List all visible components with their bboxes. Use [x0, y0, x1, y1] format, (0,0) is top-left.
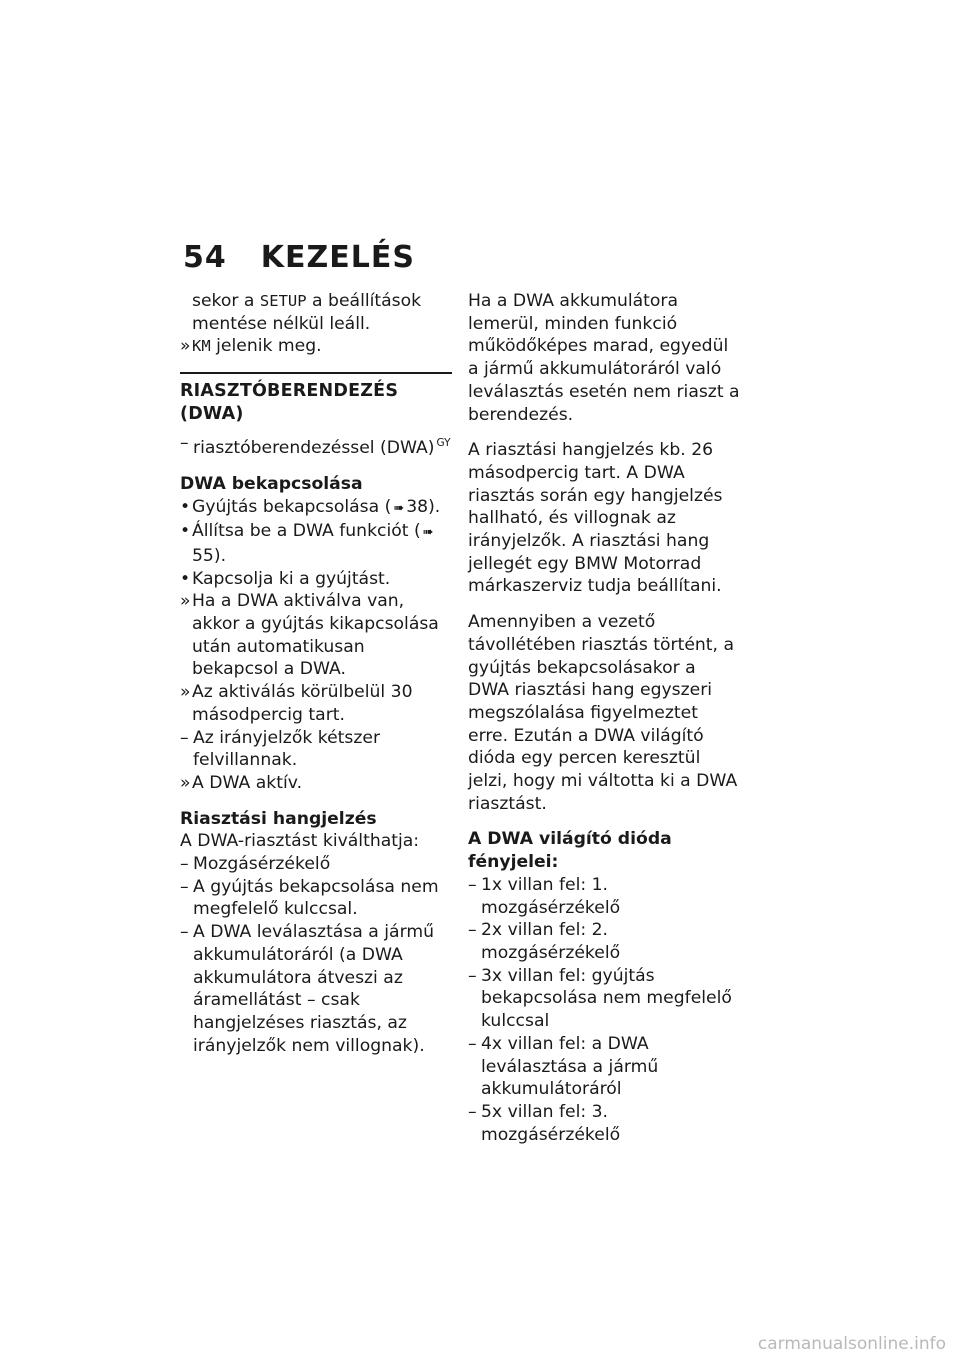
- paragraph-battery: Ha a DWA akkumulátora lemerül, minden funkció működőképes marad, egyedül a jármű akkumulátoráról való leválasztás esetén nem riaszt a berendezés.: [468, 291, 740, 425]
- on-steps: [180, 496, 452, 591]
- alarm-cause: – Mozgásérzékelő: [180, 854, 331, 875]
- alarm-intro: A DWA-riasztást kiválthatja:: [180, 831, 420, 852]
- result-item: » Az aktiválás körülbelül 30 másodpercig tart.: [180, 682, 413, 725]
- led-signal: – 1x villan fel: 1. mozgásérzékelő: [468, 874, 621, 918]
- led-signal: – 5x villan fel: 3. mozgásérzékelő: [468, 1101, 621, 1145]
- alarm-cause: – A gyújtás bekapcsolása nem megfelelő kulccsal.: [180, 876, 439, 920]
- page-ref-arrow-icon: ➠: [422, 525, 434, 541]
- subsection-title-on: DWA bekapcsolása: [180, 473, 363, 494]
- result-item: » Ha a DWA aktiválva van, akkor a gyújtás kikapcsolása után automatikusan bekapcsol a DWA.: [180, 591, 439, 680]
- page-ref-number[interactable]: 38: [406, 496, 429, 517]
- dash-item: – Az irányjelzők kétszer felvillannak.: [180, 727, 381, 771]
- variant-superscript: GY: [436, 437, 451, 450]
- step-item: • Gyújtás bekapcsolása ( ➠ 38).: [180, 496, 452, 521]
- step-item: • Kapcsolja ki a gyújtást.: [180, 568, 391, 589]
- left-column: [180, 290, 452, 1057]
- page-number: 54: [183, 240, 227, 275]
- right-column: [468, 290, 740, 1146]
- setup-code: SETUP: [259, 292, 307, 310]
- intro-paragraph: sekor a SETUP a beállítások mentése nélkül leáll.: [192, 291, 422, 334]
- page-ref-arrow-icon: ➠: [393, 500, 405, 516]
- result-item: » A DWA aktív.: [180, 772, 303, 793]
- alarm-cause: – A DWA leválasztása a jármű akkumulátoráról (a DWA akkumulátora átveszi az áramellátást – csak hangjelzéses riasztás, az irányjelzők nem villognak).: [180, 922, 434, 1056]
- step-item: • Állítsa be a DWA funkciót ( ➠55).: [180, 521, 434, 566]
- paragraph-alarm-duration: A riasztási hangjelzés kb. 26 másodpercig tart. A DWA riasztás során egy hangjelzés hallható, és villognak az irányjelzők. A riasztási hang jellegét egy BMW Motorrad márkaszerviz tudja beállítani.: [468, 440, 723, 597]
- section-title: RIASZTÓBERENDEZÉS (DWA): [180, 381, 399, 425]
- watermark: carmanualsonline.info: [757, 1334, 946, 1354]
- result-marker: »: [180, 336, 191, 357]
- led-signal: – 4x villan fel: a DWA leválasztása a jármű akkumulátoráról: [468, 1033, 659, 1100]
- led-signal: – 3x villan fel: gyújtás bekapcsolása nem megfelelő kulccsal: [468, 965, 732, 1032]
- km-code: KM: [192, 337, 211, 356]
- led-signal: – 2x villan fel: 2. mozgásérzékelő: [468, 920, 621, 963]
- paragraph-absence-alarm: Amennyiben a vezető távollétében riasztás történt, a gyújtás bekapcsolásakor a DWA riasztási hang egyszeri megszólalása figyelmeztet erre. Ezután a DWA világító dióda egy percen keresztül jelzi, hogy mi váltotta ki a DWA riasztást.: [468, 612, 738, 814]
- section-divider: [180, 372, 452, 374]
- result-km: » KM jelenik meg.: [180, 336, 322, 357]
- subsection-title-led: A DWA világító dióda fényjelei:: [468, 829, 672, 873]
- variant-note: – riasztóberendezéssel (DWA) $^{GY}$: [180, 433, 451, 459]
- subsection-title-alarm: Riasztási hangjelzés: [180, 808, 377, 829]
- chapter-title: KEZELÉS: [260, 240, 415, 275]
- page-header: [183, 240, 415, 275]
- page-ref-number[interactable]: 55: [192, 545, 214, 566]
